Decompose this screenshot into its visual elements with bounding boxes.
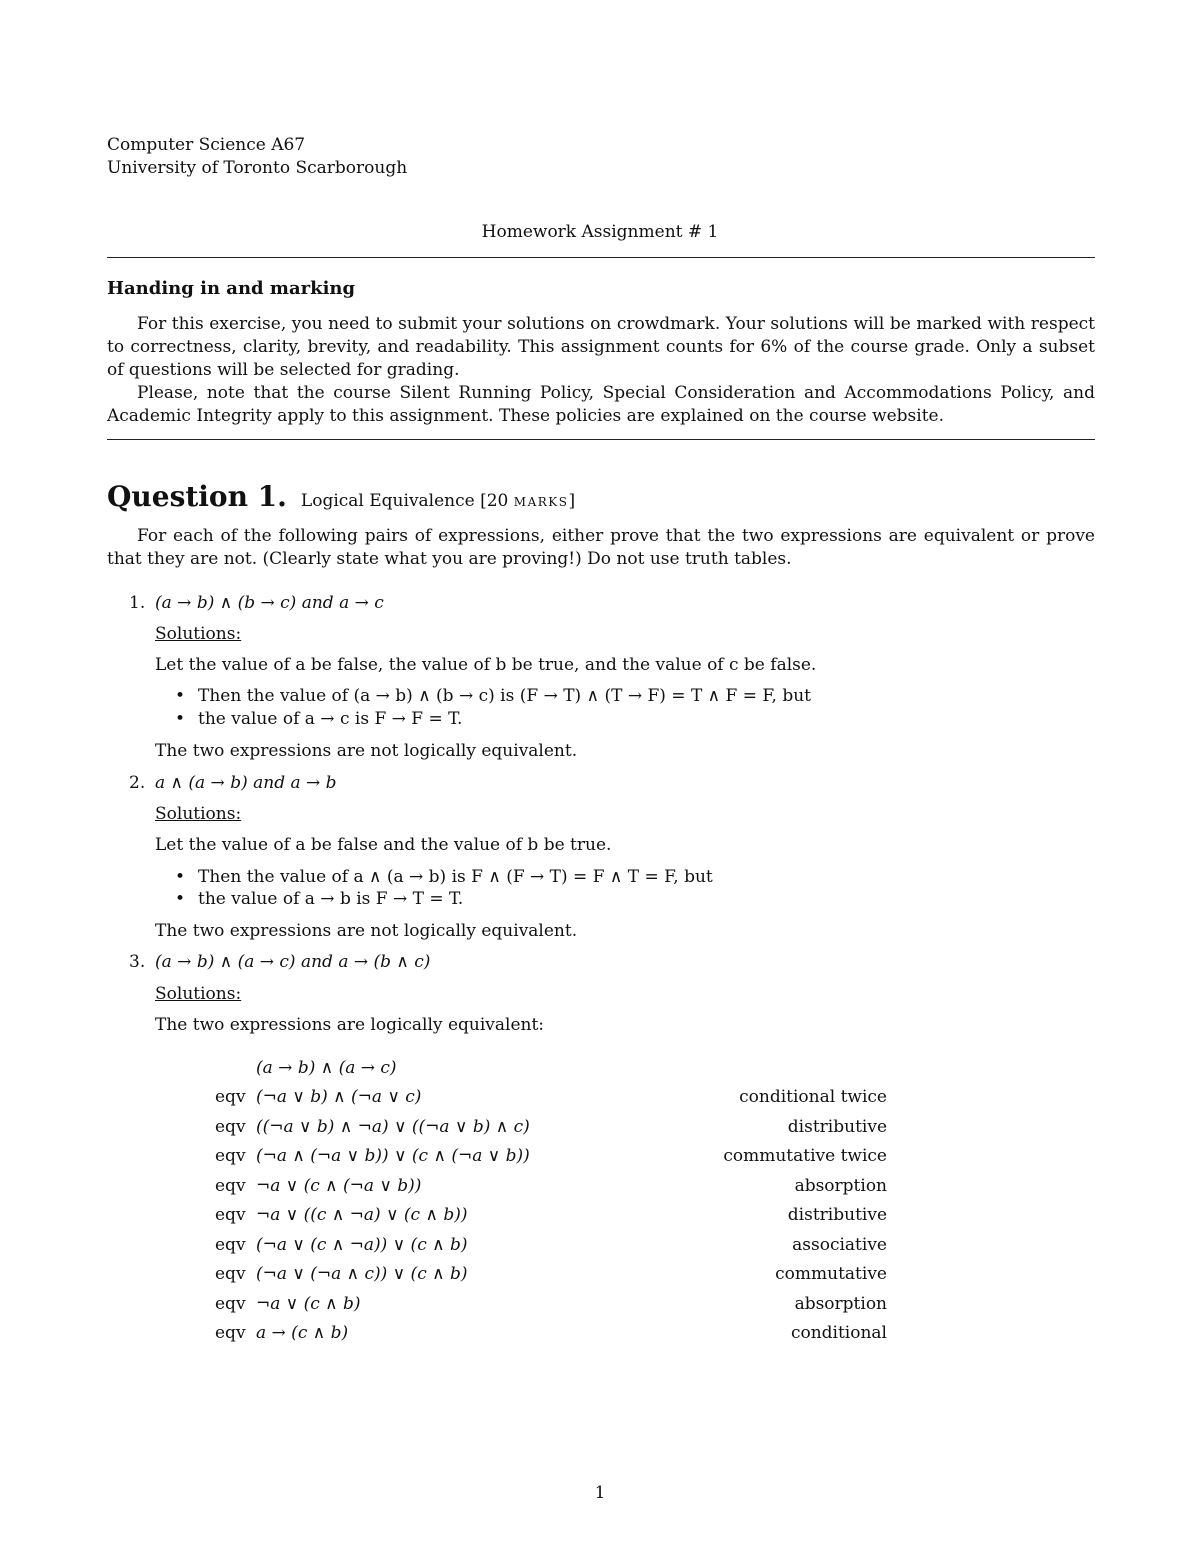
derivation-reason: absorption xyxy=(794,1175,887,1196)
derivation-expression: ¬a ∨ (c ∧ b) xyxy=(256,1293,361,1314)
derivation-keyword: eqv xyxy=(215,1146,246,1166)
handing-in-paragraph-1: For this exercise, you need to submit your solutions on crowdmark. Your solutions will be marked with respect to correctness, clarity, brevity, and readability. This assignment counts for 6% of the course grade. Only a subset of questions will be selected for grading. xyxy=(107,314,1095,380)
derivation-reason: conditional xyxy=(790,1323,887,1343)
item-3-expression: (a → b) ∧ (a → c) and a → (b ∧ c) xyxy=(155,952,431,972)
derivation-expression: (¬a ∨ (¬a ∧ c)) ∨ (c ∧ b) xyxy=(256,1264,468,1284)
derivation-expression: ((¬a ∨ b) ∧ ¬a) ∨ ((¬a ∨ b) ∧ c) xyxy=(256,1116,530,1137)
item-2-assumption: Let the value of a be false and the value of b be true. xyxy=(155,835,612,855)
derivation-row xyxy=(0,1263,1200,1286)
handing-in-paragraph-2: Please, note that the course Silent Running Policy, Special Consideration and Accommodations Policy, and Academic Integrity apply to this assignment. These policies are explained on the course website. xyxy=(107,383,1095,426)
item-1-bullet-1 xyxy=(177,685,811,708)
handing-in-text xyxy=(107,313,1095,428)
derivation-expression: (¬a ∨ (c ∧ ¬a)) ∨ (c ∧ b) xyxy=(256,1234,468,1255)
derivation-reason: distributive xyxy=(787,1116,887,1137)
item-3-solutions-label: Solutions: xyxy=(155,984,242,1004)
derivation-row xyxy=(0,1086,1200,1109)
derivation-row xyxy=(0,1234,1200,1257)
derivation-reason: distributive xyxy=(787,1205,887,1225)
derivation-expression: ¬a ∨ (c ∧ (¬a ∨ b)) xyxy=(256,1175,422,1196)
top-divider xyxy=(107,257,1095,258)
course-name: Computer Science A67 xyxy=(107,135,306,155)
derivation-keyword: eqv xyxy=(215,1087,246,1107)
item-2-number: 2. xyxy=(129,773,146,793)
item-3-number: 3. xyxy=(129,952,146,972)
derivation-keyword: eqv xyxy=(215,1293,246,1314)
university-name: University of Toronto Scarborough xyxy=(107,158,408,178)
derivation-row xyxy=(0,1175,1200,1198)
derivation-row xyxy=(0,1322,1200,1345)
question-intro-text: For each of the following pairs of expressions, either prove that the two expressions are equivalent or prove that they are not. (Clearly state what you are proving!) Do not use truth tables. xyxy=(107,526,1095,569)
item-3-conclusion: The two expressions are logically equivalent: xyxy=(155,1015,545,1035)
derivation-keyword: eqv xyxy=(215,1175,246,1196)
derivation-keyword: eqv xyxy=(215,1205,246,1225)
question-marks-label: MARKS xyxy=(513,495,569,509)
item-1-bullet-2-text: the value of a → c is F → F = T. xyxy=(198,709,463,729)
section-heading: Handing in and marking xyxy=(107,278,356,299)
item-2-bullet-2-text: the value of a → b is F → T = T. xyxy=(198,889,464,909)
item-1-solutions-label: Solutions: xyxy=(155,624,242,644)
item-2-conclusion: The two expressions are not logically equivalent. xyxy=(155,921,578,941)
item-2-bullet-1 xyxy=(177,866,713,889)
item-1-assumption: Let the value of a be false, the value of b be true, and the value of c be false. xyxy=(155,655,817,675)
question-heading xyxy=(107,480,575,513)
item-1-number: 1. xyxy=(129,593,146,613)
derivation-reason: conditional twice xyxy=(739,1087,887,1107)
item-1-bullet-1-text: Then the value of (a → b) ∧ (b → c) is (F → T) ∧ (T → F) = T ∧ F = F, but xyxy=(198,686,811,706)
item-2-expression: a ∧ (a → b) and a → b xyxy=(155,773,337,793)
derivation-reason: associative xyxy=(792,1234,887,1255)
derivation-keyword: eqv xyxy=(215,1116,246,1137)
derivation-row xyxy=(0,1293,1200,1316)
derivation-keyword: eqv xyxy=(215,1264,246,1284)
derivation-expression: (¬a ∨ b) ∧ (¬a ∨ c) xyxy=(256,1087,422,1107)
item-1-conclusion: The two expressions are not logically equivalent. xyxy=(155,741,578,761)
question-number: Question 1. xyxy=(107,480,287,513)
item-2-bullet-1-text: Then the value of a ∧ (a → b) is F ∧ (F → T) = F ∧ T = F, but xyxy=(198,867,713,887)
derivation-row xyxy=(0,1204,1200,1227)
derivation-start-expression: (a → b) ∧ (a → c) xyxy=(256,1058,397,1078)
derivation-row xyxy=(0,1116,1200,1139)
question-intro xyxy=(107,525,1095,571)
derivation-expression: a → (c ∧ b) xyxy=(256,1323,349,1343)
derivation-start-row xyxy=(0,1057,1200,1080)
page-number: 1 xyxy=(594,1483,606,1503)
derivation-keyword: eqv xyxy=(215,1234,246,1255)
derivation-expression: (¬a ∧ (¬a ∨ b)) ∨ (c ∧ (¬a ∨ b)) xyxy=(256,1146,530,1166)
derivation-row xyxy=(0,1145,1200,1168)
bottom-divider xyxy=(107,439,1095,440)
derivation-expression: ¬a ∨ ((c ∧ ¬a) ∨ (c ∧ b)) xyxy=(256,1205,468,1225)
question-topic-close: ] xyxy=(568,491,576,511)
course-header xyxy=(107,134,407,180)
item-2-solutions-label: Solutions: xyxy=(155,804,242,824)
item-1-expression: (a → b) ∧ (b → c) and a → c xyxy=(155,593,384,613)
derivation-keyword: eqv xyxy=(215,1323,246,1343)
derivation-reason: commutative xyxy=(775,1264,887,1284)
question-topic xyxy=(301,491,575,511)
question-topic-text: Logical Equivalence [20 xyxy=(300,491,509,511)
assignment-title: Homework Assignment # 1 xyxy=(481,222,719,242)
item-1-bullet-2 xyxy=(177,708,462,731)
item-2-bullet-2 xyxy=(177,888,463,911)
derivation-reason: commutative twice xyxy=(723,1146,887,1166)
derivation-reason: absorption xyxy=(794,1293,887,1314)
